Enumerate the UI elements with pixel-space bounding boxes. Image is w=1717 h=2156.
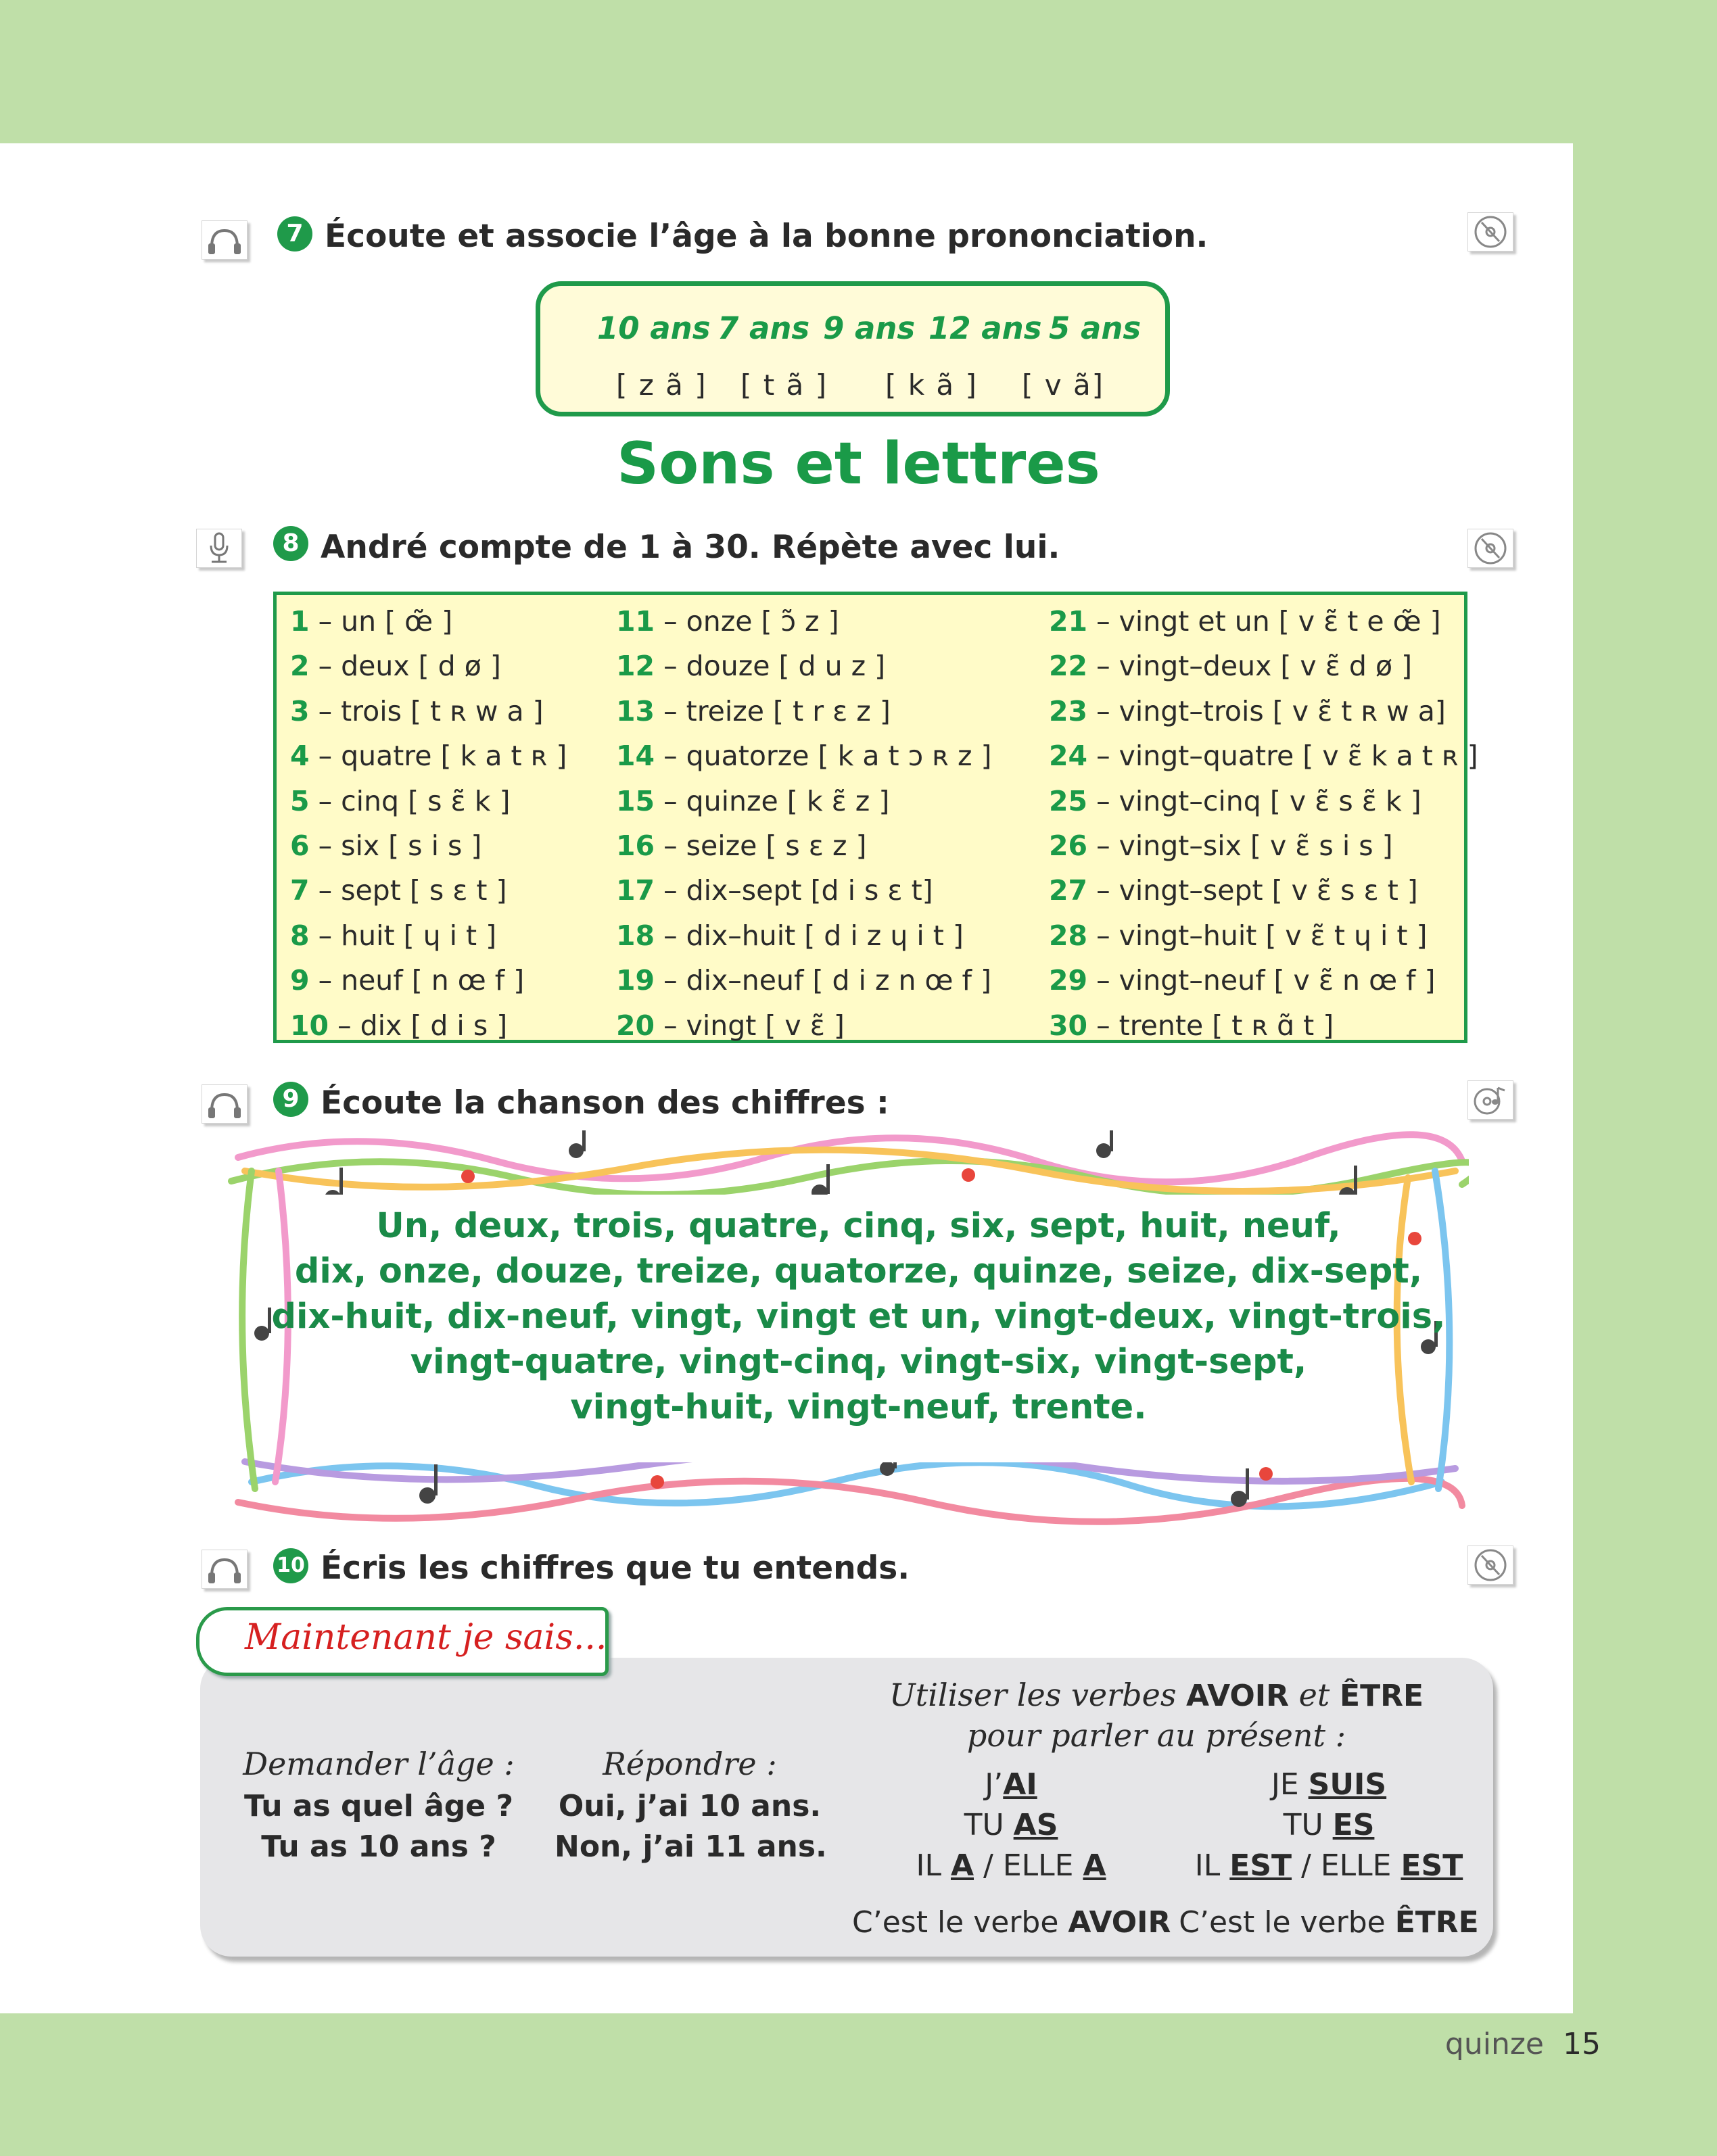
age-option[interactable]: 10 ans xyxy=(597,310,711,346)
number-row: 3 – trois [ t ʀ w a ] xyxy=(290,694,544,727)
number-row: 7 – sept [ s ɛ t ] xyxy=(290,874,507,907)
avoir-tu: TU AS xyxy=(964,1808,1058,1842)
answer-line: Oui, j’ai 10 ans. xyxy=(558,1789,822,1823)
page-footer xyxy=(1445,2027,1601,2061)
number-row: 27 – vingt–sept [ v ɛ̃ s ɛ t ] xyxy=(1049,874,1418,907)
number-row: 28 – vingt–huit [ v ɛ̃ t ɥ i t ] xyxy=(1049,919,1428,952)
number-row: 22 – vingt–deux [ v ɛ̃ d ø ] xyxy=(1049,650,1413,683)
number-row: 25 – vingt–cinq [ v ɛ̃ s ɛ̃ k ] xyxy=(1049,784,1421,817)
age-option[interactable]: 9 ans xyxy=(823,310,916,346)
number-row: 29 – vingt–neuf [ v ɛ̃ n œ f ] xyxy=(1049,964,1436,997)
answer-title: Répondre : xyxy=(603,1746,777,1782)
number-row: 20 – vingt [ v ɛ̃ ] xyxy=(616,1009,845,1042)
number-row: 4 – quatre [ k a t ʀ ] xyxy=(290,740,567,773)
pronunciation-option[interactable]: [ v ã] xyxy=(1022,368,1105,402)
age-pronunciation-box xyxy=(536,281,1170,416)
number-row: 9 – neuf [ n œ f ] xyxy=(290,964,525,997)
ask-age-line: Tu as 10 ans ? xyxy=(261,1829,496,1864)
numbers-column-1 xyxy=(290,599,567,1048)
exercise-number-9: 9 xyxy=(273,1082,308,1117)
numbers-column-2 xyxy=(616,599,992,1048)
page-number: 15 xyxy=(1563,2027,1601,2061)
number-row: 8 – huit [ ɥ i t ] xyxy=(290,919,497,952)
avoir-je: J’AI xyxy=(985,1767,1037,1802)
ask-age-line: Tu as quel âge ? xyxy=(244,1789,513,1823)
headphones-icon[interactable] xyxy=(202,1084,248,1124)
exercise-10-instruction: Écris les chiffres que tu entends. xyxy=(321,1550,910,1587)
etre-il-elle: IL EST / ELLE EST xyxy=(1194,1848,1463,1883)
song-line: vingt-quatre, vingt-cinq, vingt-six, vingt-sept, xyxy=(410,1342,1307,1382)
ask-age-title: Demander l’âge : xyxy=(243,1746,515,1782)
etre-caption: C’est le verbe ÊTRE xyxy=(1179,1905,1479,1940)
microphone-icon[interactable] xyxy=(196,529,242,568)
age-option[interactable]: 7 ans xyxy=(718,310,810,346)
number-row: 30 – trente [ t ʀ ɑ̃ t ] xyxy=(1049,1009,1334,1042)
cd-icon[interactable] xyxy=(1467,212,1513,251)
headphones-icon[interactable] xyxy=(202,1550,248,1589)
exercise-number-8: 8 xyxy=(273,526,308,561)
number-row: 23 – vingt–trois [ v ɛ̃ t ʀ w a] xyxy=(1049,694,1446,727)
age-option[interactable]: 5 ans xyxy=(1049,310,1142,346)
song-line: dix, onze, douze, treize, quatorze, quinze, seize, dix-sept, xyxy=(294,1251,1423,1291)
avoir-caption: C’est le verbe AVOIR xyxy=(852,1905,1171,1940)
headphones-icon[interactable] xyxy=(202,220,248,260)
cd-icon[interactable] xyxy=(1467,529,1513,568)
page-word: quinze xyxy=(1444,2027,1544,2061)
number-row: 17 – dix–sept [d i s ɛ t] xyxy=(616,874,933,907)
number-row: 21 – vingt et un [ v ɛ̃ t e œ̃ ] xyxy=(1049,605,1441,638)
number-row: 13 – treize [ t r ɛ z ] xyxy=(616,694,891,727)
exercise-number-10: 10 xyxy=(273,1548,308,1583)
pronunciation-option[interactable]: [ z ã ] xyxy=(616,368,707,402)
number-row: 12 – douze [ d u z ] xyxy=(616,650,886,683)
number-row: 6 – six [ s i s ] xyxy=(290,829,482,862)
answer-line: Non, j’ai 11 ans. xyxy=(555,1829,827,1864)
numbers-table xyxy=(273,592,1478,1043)
pronunciation-option[interactable]: [ t ã ] xyxy=(740,368,828,402)
numbers-column-3 xyxy=(1049,599,1478,1048)
section-title: Sons et lettres xyxy=(617,430,1100,498)
exercise-9-instruction: Écoute la chanson des chiffres : xyxy=(321,1084,889,1122)
number-row: 15 – quinze [ k ɛ̃ z ] xyxy=(616,784,890,817)
cd-icon[interactable] xyxy=(1467,1546,1513,1585)
verbs-title: Utiliser les verbes AVOIR et ÊTRE xyxy=(889,1677,1424,1713)
cd-music-icon[interactable] xyxy=(1467,1080,1513,1120)
number-row: 11 – onze [ ɔ̃ z ] xyxy=(616,605,839,638)
age-option[interactable]: 12 ans xyxy=(928,310,1042,346)
number-row: 1 – un [ œ̃ ] xyxy=(290,605,453,638)
exercise-number-7: 7 xyxy=(277,216,312,251)
number-row: 14 – quatorze [ k a t ɔ ʀ z ] xyxy=(616,740,992,773)
number-row: 2 – deux [ d ø ] xyxy=(290,650,501,683)
avoir-il-elle: IL A / ELLE A xyxy=(916,1848,1106,1883)
exercise-8-instruction: André compte de 1 à 30. Répète avec lui. xyxy=(321,529,1060,566)
number-row: 26 – vingt–six [ v ɛ̃ s i s ] xyxy=(1049,829,1393,862)
number-row: 10 – dix [ d i s ] xyxy=(290,1009,508,1042)
number-row: 19 – dix–neuf [ d i z n œ f ] xyxy=(616,964,991,997)
number-row: 5 – cinq [ s ɛ̃ k ] xyxy=(290,784,511,817)
pronunciation-option[interactable]: [ k ã ] xyxy=(885,368,978,402)
exercise-7-instruction: Écoute et associe l’âge à la bonne prononciation. xyxy=(325,218,1208,255)
number-row: 24 – vingt–quatre [ v ɛ̃ k a t ʀ ] xyxy=(1049,740,1478,773)
song-line: vingt-huit, vingt-neuf, trente. xyxy=(570,1387,1147,1427)
etre-tu: TU ES xyxy=(1283,1808,1375,1842)
number-row: 18 – dix–huit [ d i z ɥ i t ] xyxy=(616,919,964,952)
number-row: 16 – seize [ s ɛ z ] xyxy=(616,829,867,862)
etre-je: JE SUIS xyxy=(1271,1767,1387,1802)
song-line: dix-huit, dix-neuf, vingt, vingt et un, vingt-deux, vingt-trois, xyxy=(271,1297,1446,1337)
summary-tab-label: Maintenant je sais... xyxy=(245,1617,607,1658)
song-line: Un, deux, trois, quatre, cinq, six, sept, huit, neuf, xyxy=(376,1206,1341,1246)
verbs-subtitle: pour parler au présent : xyxy=(966,1717,1346,1754)
song-lyrics xyxy=(0,1203,1717,1430)
